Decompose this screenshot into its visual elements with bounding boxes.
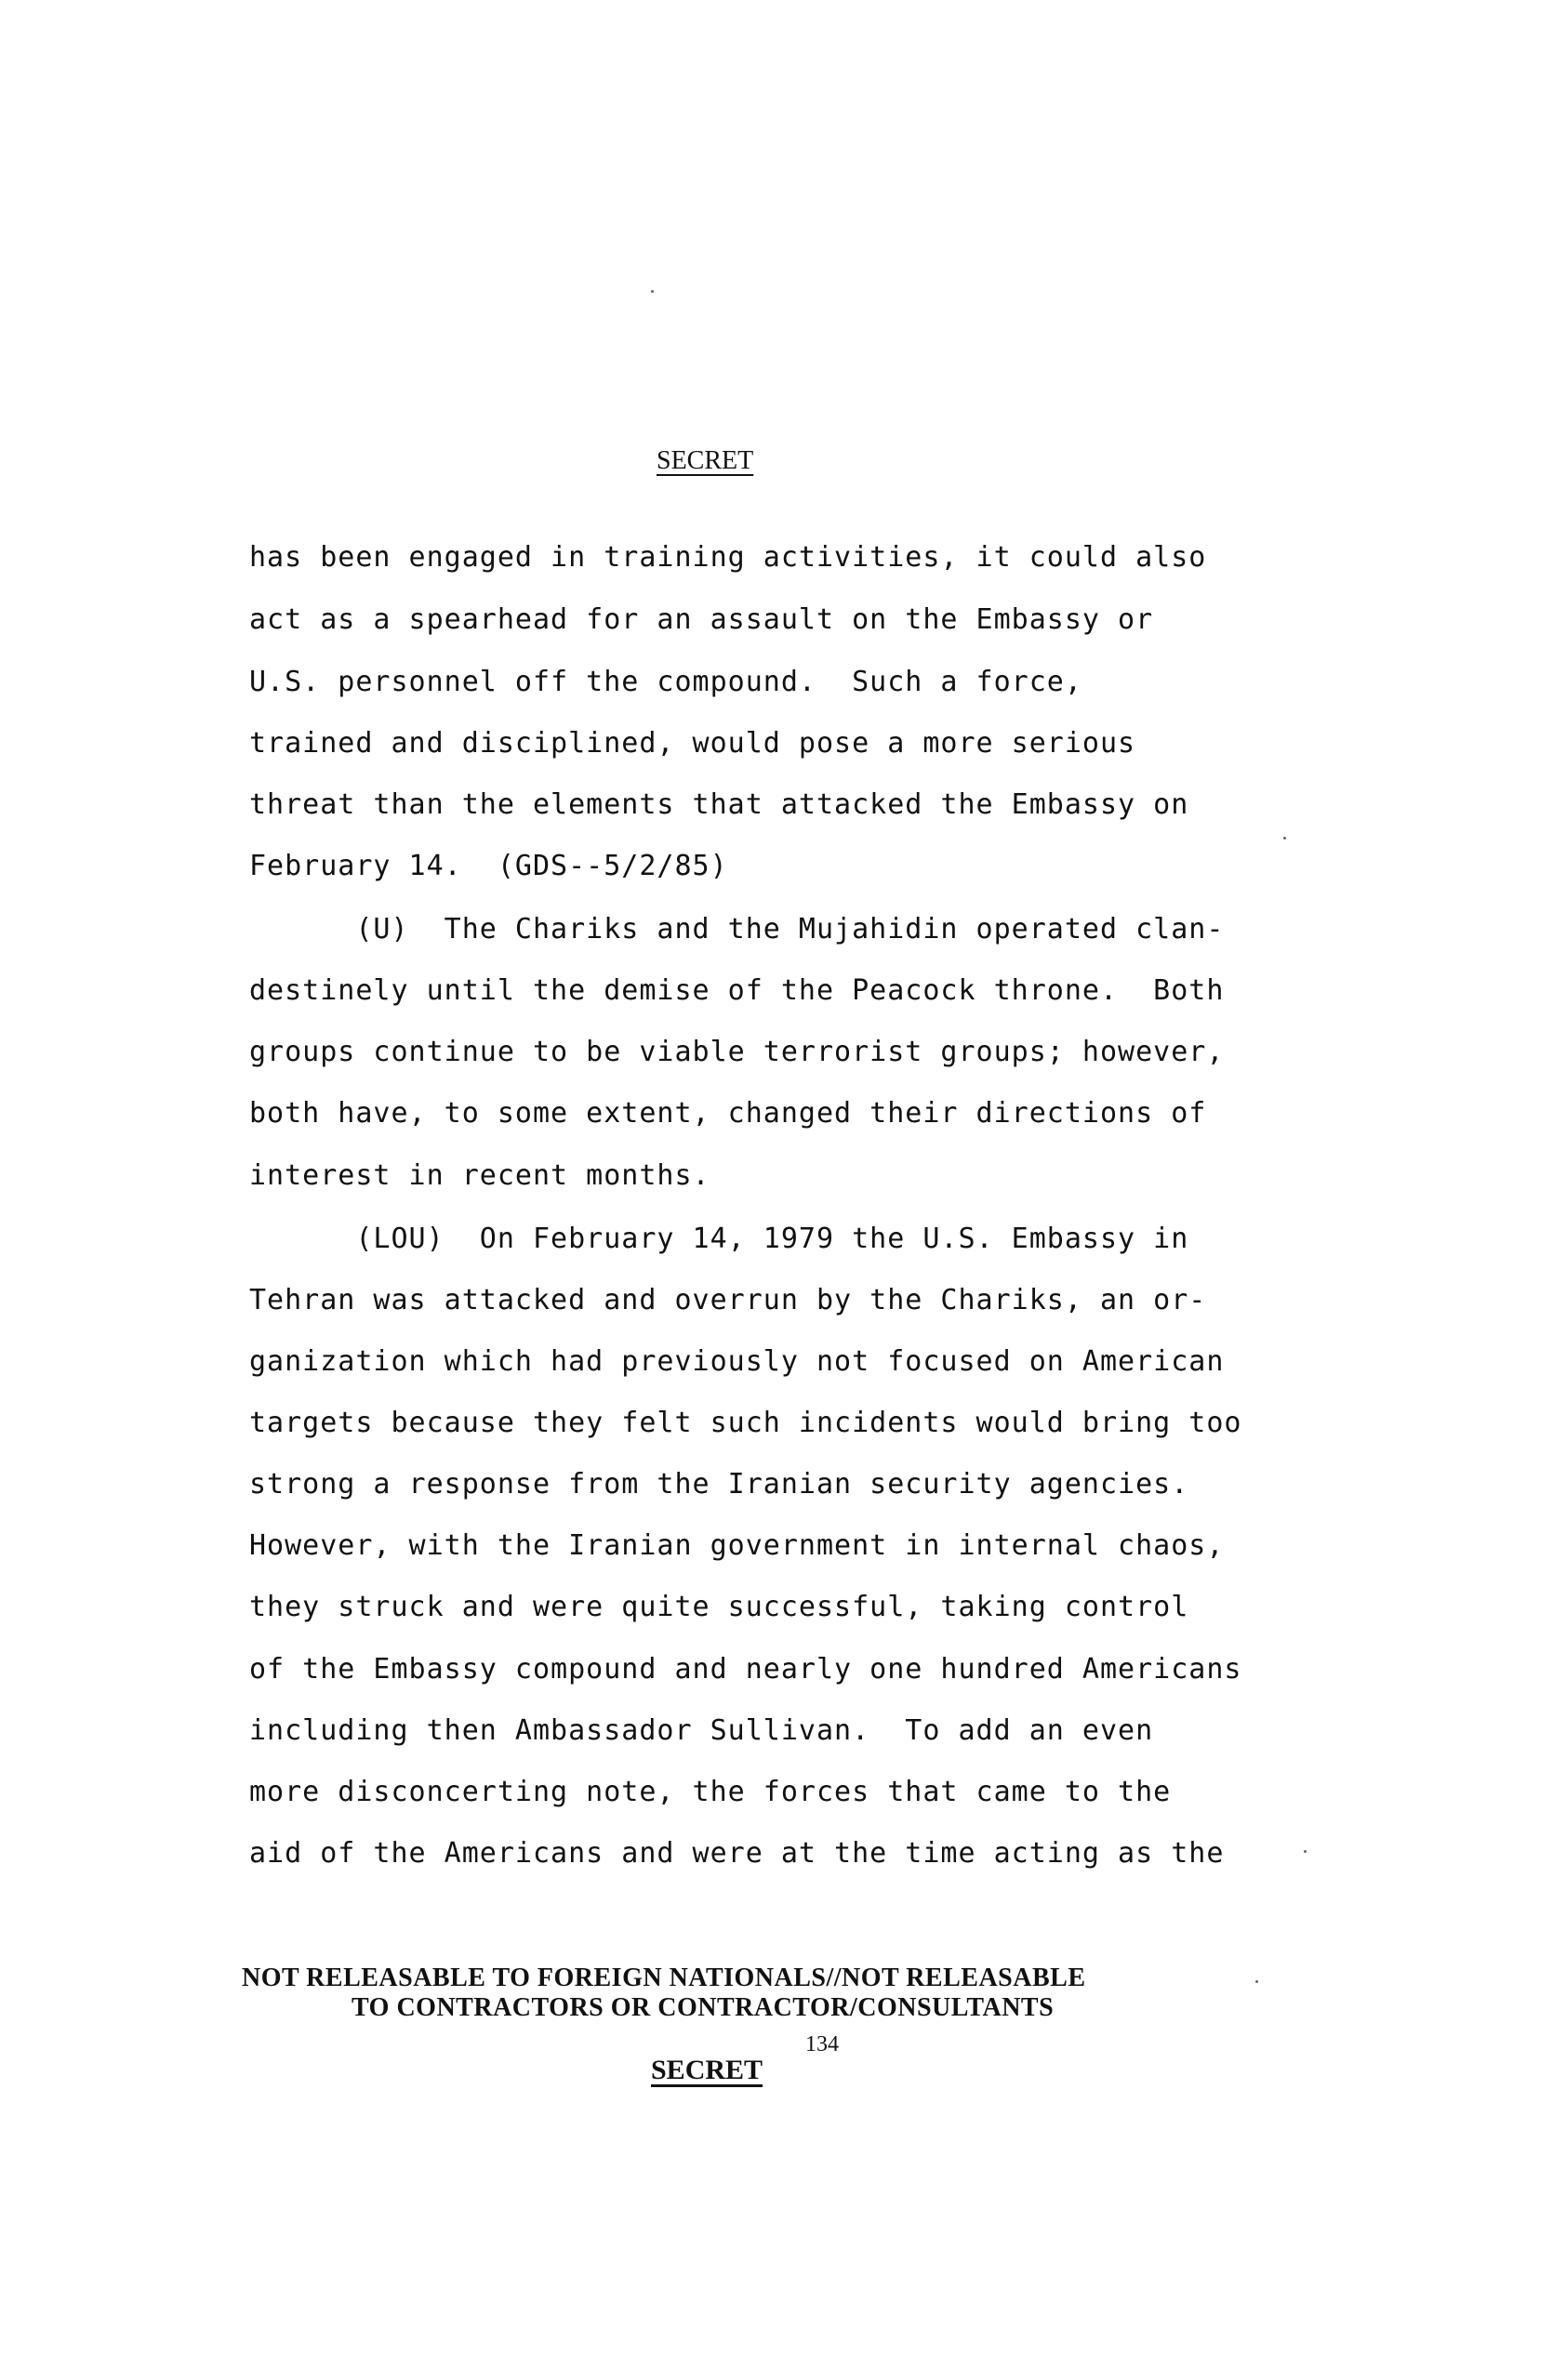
body-line: has been engaged in training activities, it could also	[249, 541, 1207, 574]
body-line: (LOU) On February 14, 1979 the U.S. Embassy in	[249, 1223, 1189, 1255]
body-line: U.S. personnel off the compound. Such a force,	[249, 666, 1082, 698]
scan-speck	[1255, 1980, 1258, 1983]
body-line: ganization which had previously not focused on American	[249, 1345, 1225, 1378]
body-line: both have, to some extent, changed their directions of	[249, 1097, 1207, 1130]
body-line: (U) The Chariks and the Mujahidin operated clan-	[249, 913, 1225, 945]
body-line: threat than the elements that attacked the Embassy on	[249, 788, 1189, 821]
release-caveat-line-2: TO CONTRACTORS OR CONTRACTOR/CONSULTANTS	[352, 1993, 1055, 2022]
body-line: including then Ambassador Sullivan. To add an even	[249, 1714, 1154, 1747]
release-caveat-line-1: NOT RELEASABLE TO FOREIGN NATIONALS//NOT RELEASABLE	[242, 1964, 1086, 1992]
body-line: However, with the Iranian government in internal chaos,	[249, 1529, 1225, 1562]
body-line: they struck and were quite successful, taking control	[249, 1591, 1189, 1623]
body-line: Tehran was attacked and overrun by the Chariks, an or-	[249, 1284, 1207, 1316]
body-line: trained and disciplined, would pose a more serious	[249, 727, 1136, 760]
body-line: targets because they felt such incidents would bring too	[249, 1407, 1242, 1439]
scan-speck	[1304, 1850, 1307, 1853]
body-line: interest in recent months.	[249, 1159, 710, 1192]
body-line: aid of the Americans and were at the time acting as the	[249, 1837, 1225, 1870]
footer-classification-marking: SECRET	[651, 2055, 763, 2085]
body-line: groups continue to be viable terrorist groups; however,	[249, 1036, 1225, 1068]
body-line: destinely until the demise of the Peacock throne. Both	[249, 974, 1225, 1007]
body-line: more disconcerting note, the forces that came to the	[249, 1776, 1172, 1808]
page-number: 134	[805, 2032, 839, 2056]
header-classification-marking: SECRET	[657, 446, 754, 475]
body-line: February 14. (GDS--5/2/85)	[249, 850, 728, 882]
body-line: of the Embassy compound and nearly one hundred Americans	[249, 1653, 1242, 1686]
scan-speck	[1283, 837, 1286, 840]
body-line: act as a spearhead for an assault on the Embassy or	[249, 603, 1154, 636]
body-line: strong a response from the Iranian security agencies.	[249, 1468, 1189, 1501]
scan-speck	[651, 290, 654, 293]
